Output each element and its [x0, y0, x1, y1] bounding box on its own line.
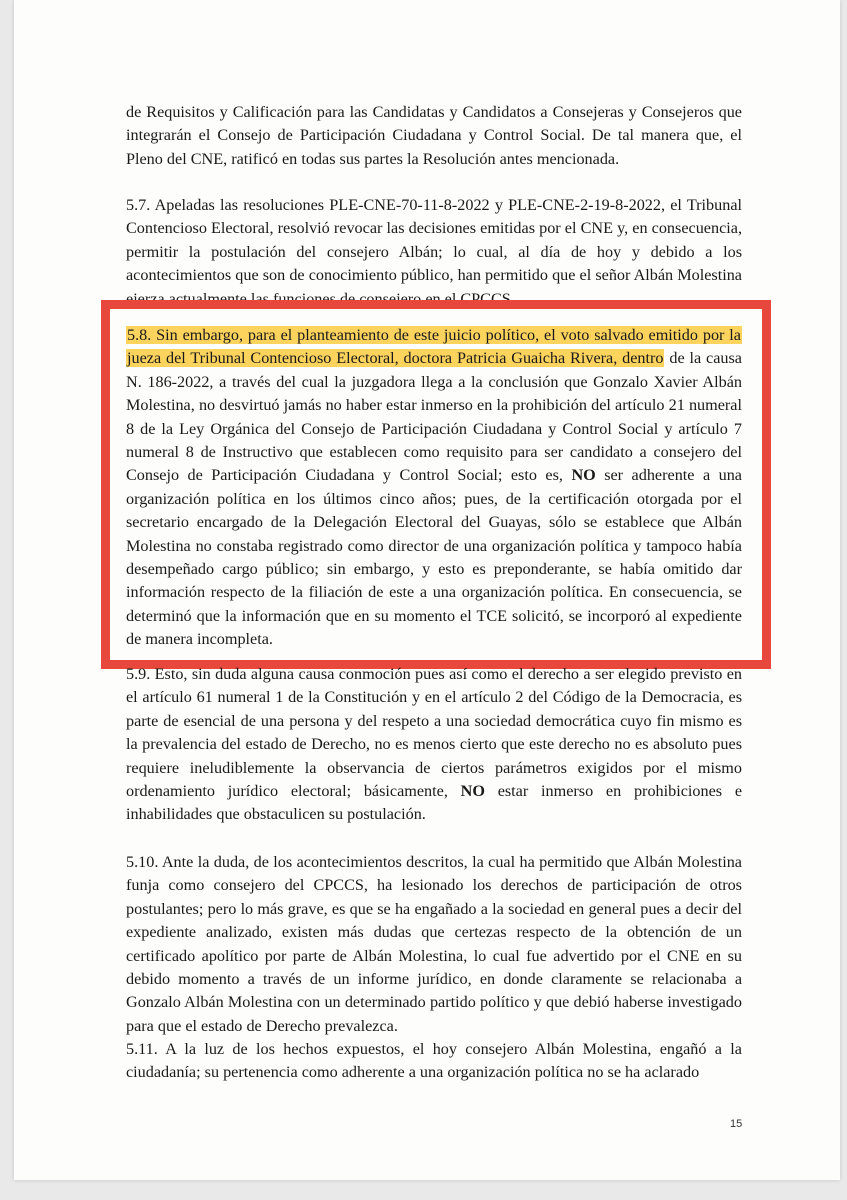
paragraph-5-9-text-b: estar inmerso en prohibiciones e inhabilidades que obstaculicen su postulación.	[126, 782, 743, 824]
page-number: 15	[730, 1118, 743, 1130]
paragraph-5-11: 5.11. A la luz de los hechos expuestos, el hoy consejero Albán Molestina, engañó a la ciudadanía; su pertenencia como adherente a una organización política no se ha aclarado	[126, 1040, 742, 1082]
document-page	[14, 0, 840, 1180]
paragraph-continuation: de Requisitos y Calificación para las Candidatas y Candidatos a Consejeras y Consejeros que integrarán el Consejo de Participación Ciudadana y Control Social. De tal manera que, el Pleno del CNE, ratificó en todas sus partes la Resolución antes mencionada.	[126, 103, 742, 168]
highlighted-text: 5.8. Sin embargo, para el planteamiento de este juicio político, el voto salvado emitido por la jueza del Tribunal Contencioso Electoral, doctora Patricia Guaicha Rivera, dentro	[127, 326, 741, 368]
emphasis-no: NO	[571, 466, 596, 485]
paragraph-5-9	[126, 663, 742, 827]
emphasis-no: NO	[460, 782, 485, 801]
paragraph-5-8-text-a: de la causa N. 186-2022, a través del cual la juzgadora llega a la conclusión que Gonzalo Xavier Albán Molestina, no desvirtuó jamás no haber estar inmerso en la prohibición del artículo 21 numeral 8 de la Ley Orgánica del Consejo de Participación Ciudadana y Control Social y artículo 7 numeral 8 de Instructivo que establecen como requisito para ser candidato a consejero del Consejo de Participación Ciudadana y Control Social; esto es,	[126, 349, 742, 485]
paragraph-5-8-text-b: ser adherente a una organización política en los últimos cinco años; pues, de la certificación otorgada por el secretario encargado de la Delegación Electoral del Guayas, sólo se establece que Albán Molestina no constaba registrado como director de una organización política y tampoco había desempeñado cargo público; sin embargo, y esto es preponderante, se había omitido dar información respecto de la filiación de este a una organización política. En consecuencia, se determinó que la información que en su momento el TCE solicitó, se incorporó al expediente de manera incompleta.	[126, 466, 742, 649]
paragraph-5-9-text-a: 5.9. Esto, sin duda alguna causa conmoción pues así como el derecho a ser elegido previsto en el artículo 61 numeral 1 de la Constitución y en el artículo 2 del Código de la Democracia, es parte de esencial de una persona y del respeto a una sociedad democrática cuyo fin mismo es la prevalencia del estado de Derecho, no es menos cierto que este derecho no es absoluto pues requiere ineludiblemente la observancia de ciertos parámetros exigidos por el mismo ordenamiento jurídico electoral; básicamente,	[126, 665, 742, 801]
paragraph-5-8	[126, 324, 742, 652]
paragraph-5-7: 5.7. Apeladas las resoluciones PLE-CNE-70-11-8-2022 y PLE-CNE-2-19-8-2022, el Tribunal Contencioso Electoral, resolvió revocar las decisiones emitidas por el CNE y, en consecuencia, permitir la postulación del consejero Albán; lo cual, al día de hoy y debido a los acontecimientos que son de conocimiento público, han permitido que el señor Albán Molestina ejerza actualmente las funciones de consejero en el CPCCS.	[126, 196, 742, 308]
paragraph-5-10: 5.10. Ante la duda, de los acontecimientos descritos, la cual ha permitido que Albán Molestina funja como consejero del CPCCS, ha lesionado los derechos de participación de otros postulantes; pero lo más grave, es que se ha engañado a la sociedad en general pues a decir del expediente analizado, existen más dudas que certezas respecto de la obtención de un certificado apolítico por parte de Albán Molestina, lo cual fue advertido por el CNE en su debido momento a través de un informe jurídico, en donde claramente se relacionaba a Gonzalo Albán Molestina con un determinado partido político y que debió haberse investigado para que el estado de Derecho prevalezca.	[126, 853, 742, 1035]
